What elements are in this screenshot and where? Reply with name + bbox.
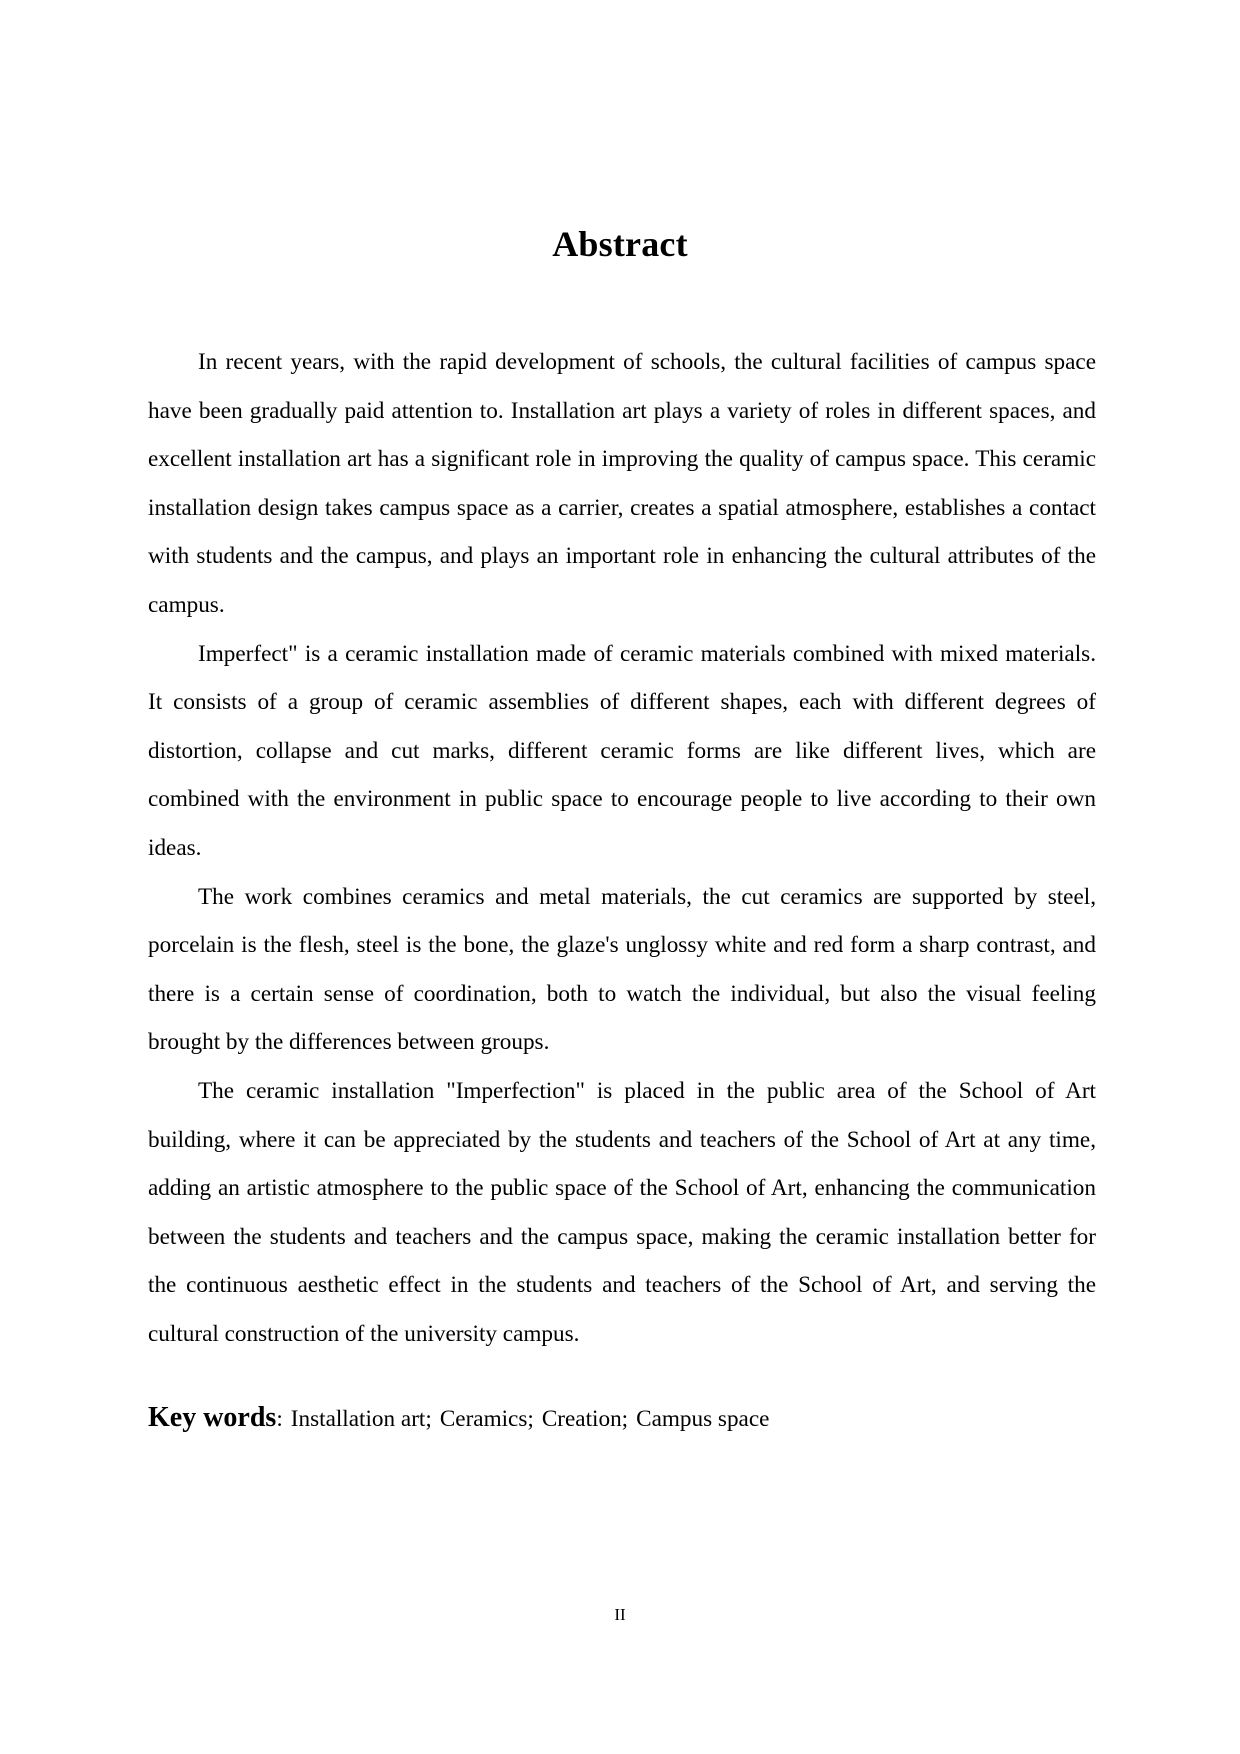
keywords-line bbox=[148, 1400, 1096, 1437]
keyword-item: Ceramics; bbox=[439, 1406, 534, 1432]
abstract-paragraph-1: In recent years, with the rapid development of schools, the cultural facilities of campus space have been gradually paid attention to. Installation art plays a variety of roles in different spaces, and excellent installation art has a significant role in improving the quality of campus space. This ceramic installation design takes campus space as a carrier, creates a spatial atmosphere, establishes a contact with students and the campus, and plays an important role in enhancing the cultural attributes of the campus. bbox=[148, 349, 1096, 618]
keyword-item: Installation art; bbox=[290, 1406, 432, 1432]
abstract-title: Abstract bbox=[552, 224, 688, 264]
page-number: II bbox=[614, 1605, 626, 1624]
keyword-item: Creation; bbox=[541, 1406, 629, 1432]
abstract-paragraph-2: Imperfect" is a ceramic installation made of ceramic materials combined with mixed materials. It consists of a group of ceramic assemblies of different shapes, each with different degrees of distortion, collapse and cut marks, different ceramic forms are like different lives, which are combined with the environment in public space to encourage people to live according to their own ideas. bbox=[148, 640, 1096, 861]
keyword-item: Campus space bbox=[636, 1406, 770, 1432]
abstract-paragraph-4: The ceramic installation "Imperfection" is placed in the public area of the School of Art building, where it can be appreciated by the students and teachers of the School of Art at any time, adding an artistic atmosphere to the public space of the School of Art, enhancing the communication between the students and teachers and the campus space, making the ceramic installation better for the continuous aesthetic effect in the students and teachers of the School of Art, and serving the cultural construction of the university campus. bbox=[148, 1077, 1096, 1347]
keywords-colon: : bbox=[276, 1406, 283, 1432]
abstract-body bbox=[148, 338, 1096, 1358]
abstract-paragraph-3: The work combines ceramics and metal materials, the cut ceramics are supported by steel, porcelain is the flesh, steel is the bone, the glaze's unglossy white and red form a sharp contrast, and there is a certain sense of coordination, both to watch the individual, but also the visual feeling brought by the differences between groups. bbox=[148, 883, 1096, 1056]
keywords-label: Key words bbox=[148, 1402, 277, 1433]
